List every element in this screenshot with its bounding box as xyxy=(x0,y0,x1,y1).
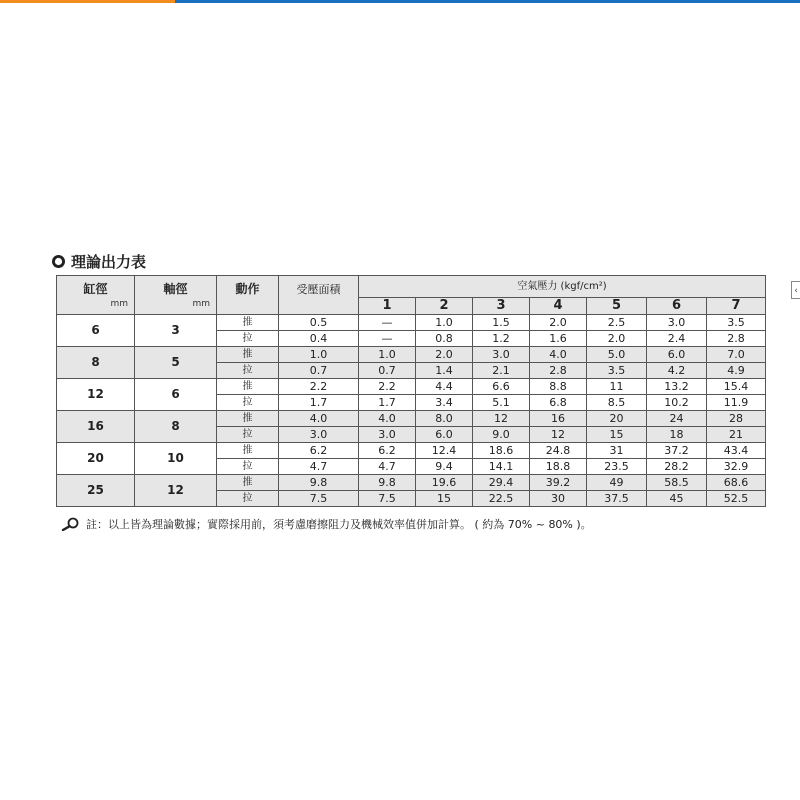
force-cell: 23.5 xyxy=(587,459,647,475)
force-cell: 8.5 xyxy=(587,395,647,411)
force-cell: 3.5 xyxy=(587,363,647,379)
area-cell: 0.4 xyxy=(279,331,359,347)
area-cell: 6.2 xyxy=(279,443,359,459)
pressure-col-2: 2 xyxy=(416,297,473,314)
rod-cell: 5 xyxy=(135,347,217,379)
force-cell: 6.8 xyxy=(530,395,587,411)
table-row xyxy=(57,347,766,363)
force-cell: 3.0 xyxy=(647,315,707,331)
force-cell: 37.5 xyxy=(587,491,647,507)
force-cell: 22.5 xyxy=(473,491,530,507)
force-cell: 2.8 xyxy=(707,331,766,347)
pull-action-cell: 拉 xyxy=(217,331,279,347)
force-cell: 2.2 xyxy=(359,379,416,395)
push-action-cell: 推 xyxy=(217,443,279,459)
area-cell: 7.5 xyxy=(279,491,359,507)
bore-cell: 6 xyxy=(57,315,135,347)
force-cell: 5.0 xyxy=(587,347,647,363)
force-cell: 32.9 xyxy=(707,459,766,475)
force-cell: 13.2 xyxy=(647,379,707,395)
area-cell: 0.5 xyxy=(279,315,359,331)
side-collapse-tab[interactable]: ‹ xyxy=(791,281,800,299)
rod-cell: 10 xyxy=(135,443,217,475)
force-cell: — xyxy=(359,315,416,331)
push-action-cell: 推 xyxy=(217,475,279,491)
footnote xyxy=(60,515,592,533)
area-cell: 9.8 xyxy=(279,475,359,491)
force-cell: 29.4 xyxy=(473,475,530,491)
pull-action-cell: 拉 xyxy=(217,363,279,379)
rod-cell: 8 xyxy=(135,411,217,443)
force-cell: 31 xyxy=(587,443,647,459)
bore-cell: 12 xyxy=(57,379,135,411)
force-cell: 3.5 xyxy=(707,315,766,331)
force-cell: 9.0 xyxy=(473,427,530,443)
force-cell: 14.1 xyxy=(473,459,530,475)
force-cell: 1.0 xyxy=(416,315,473,331)
area-header xyxy=(279,276,359,315)
force-cell: 52.5 xyxy=(707,491,766,507)
force-cell: 15.4 xyxy=(707,379,766,395)
table-row xyxy=(57,379,766,395)
area-cell: 4.0 xyxy=(279,411,359,427)
force-cell: 8.0 xyxy=(416,411,473,427)
pull-action-cell: 拉 xyxy=(217,491,279,507)
pull-action-cell: 拉 xyxy=(217,427,279,443)
force-cell: 12.4 xyxy=(416,443,473,459)
force-cell: 6.6 xyxy=(473,379,530,395)
push-action-cell: 推 xyxy=(217,347,279,363)
force-cell: 24 xyxy=(647,411,707,427)
bore-cell: 16 xyxy=(57,411,135,443)
force-cell: 45 xyxy=(647,491,707,507)
pressure-col-4: 4 xyxy=(530,297,587,314)
force-cell: 30 xyxy=(530,491,587,507)
bore-cell: 8 xyxy=(57,347,135,379)
section-title xyxy=(52,252,146,270)
force-cell: 0.7 xyxy=(359,363,416,379)
force-cell: 4.0 xyxy=(359,411,416,427)
table-row xyxy=(57,411,766,427)
force-cell: 3.4 xyxy=(416,395,473,411)
table-row xyxy=(57,443,766,459)
force-cell: 0.8 xyxy=(416,331,473,347)
force-cell: 7.5 xyxy=(359,491,416,507)
push-action-cell: 推 xyxy=(217,411,279,427)
footnote-text: 註：以上皆為理論數據；實際採用前，須考慮磨擦阻力及機械效率值併加計算。 ( 約為 70% ~ 80% )。 xyxy=(86,518,592,531)
force-cell: 28 xyxy=(707,411,766,427)
force-cell: 1.5 xyxy=(473,315,530,331)
force-cell: 1.2 xyxy=(473,331,530,347)
force-cell: 2.1 xyxy=(473,363,530,379)
force-cell: 6.0 xyxy=(416,427,473,443)
pressure-col-7: 7 xyxy=(707,297,766,314)
area-cell: 1.7 xyxy=(279,395,359,411)
rod-header xyxy=(135,276,217,315)
force-cell: — xyxy=(359,331,416,347)
table-row xyxy=(57,475,766,491)
theoretical-output-table xyxy=(56,275,766,507)
top-accent-orange xyxy=(0,0,175,3)
bore-header xyxy=(57,276,135,315)
force-cell: 1.7 xyxy=(359,395,416,411)
force-cell: 9.4 xyxy=(416,459,473,475)
force-cell: 39.2 xyxy=(530,475,587,491)
area-cell: 2.2 xyxy=(279,379,359,395)
force-cell: 12 xyxy=(530,427,587,443)
force-cell: 43.4 xyxy=(707,443,766,459)
force-cell: 4.2 xyxy=(647,363,707,379)
area-cell: 4.7 xyxy=(279,459,359,475)
force-cell: 24.8 xyxy=(530,443,587,459)
force-cell: 2.0 xyxy=(587,331,647,347)
pressure-col-3: 3 xyxy=(473,297,530,314)
top-accent-bar xyxy=(0,0,800,3)
bore-cell: 25 xyxy=(57,475,135,507)
force-cell: 18 xyxy=(647,427,707,443)
force-cell: 9.8 xyxy=(359,475,416,491)
force-cell: 4.4 xyxy=(416,379,473,395)
table-body xyxy=(57,315,766,507)
force-cell: 21 xyxy=(707,427,766,443)
force-cell: 4.7 xyxy=(359,459,416,475)
force-cell: 15 xyxy=(416,491,473,507)
section-title-text: 理論出力表 xyxy=(71,252,147,271)
force-cell: 68.6 xyxy=(707,475,766,491)
force-cell: 16 xyxy=(530,411,587,427)
pull-action-cell: 拉 xyxy=(217,395,279,411)
force-cell: 12 xyxy=(473,411,530,427)
rod-header-label: 軸徑 xyxy=(163,282,188,296)
action-header-label: 動作 xyxy=(235,282,260,296)
pressure-col-6: 6 xyxy=(647,297,707,314)
pressure-col-5: 5 xyxy=(587,297,647,314)
rod-cell: 12 xyxy=(135,475,217,507)
force-cell: 10.2 xyxy=(647,395,707,411)
rod-cell: 6 xyxy=(135,379,217,411)
area-cell: 3.0 xyxy=(279,427,359,443)
area-header-label: 受壓面積 xyxy=(296,283,341,296)
rod-cell: 3 xyxy=(135,315,217,347)
force-cell: 49 xyxy=(587,475,647,491)
pressure-col-1: 1 xyxy=(359,297,416,314)
push-action-cell: 推 xyxy=(217,315,279,331)
bore-unit: mm xyxy=(110,299,128,309)
force-cell: 2.8 xyxy=(530,363,587,379)
force-cell: 20 xyxy=(587,411,647,427)
bore-header-label: 缸徑 xyxy=(83,282,108,296)
force-cell: 58.5 xyxy=(647,475,707,491)
action-header xyxy=(217,276,279,315)
force-cell: 4.0 xyxy=(530,347,587,363)
force-cell: 1.0 xyxy=(359,347,416,363)
force-cell: 2.0 xyxy=(530,315,587,331)
force-cell: 3.0 xyxy=(359,427,416,443)
force-cell: 11.9 xyxy=(707,395,766,411)
force-cell: 4.9 xyxy=(707,363,766,379)
force-cell: 15 xyxy=(587,427,647,443)
force-cell: 18.8 xyxy=(530,459,587,475)
area-cell: 0.7 xyxy=(279,363,359,379)
force-cell: 8.8 xyxy=(530,379,587,395)
force-cell: 19.6 xyxy=(416,475,473,491)
force-cell: 7.0 xyxy=(707,347,766,363)
magnifier-icon xyxy=(60,517,82,531)
table-row xyxy=(57,315,766,331)
force-cell: 6.2 xyxy=(359,443,416,459)
force-cell: 1.4 xyxy=(416,363,473,379)
force-cell: 18.6 xyxy=(473,443,530,459)
area-cell: 1.0 xyxy=(279,347,359,363)
pressure-header: 空氣壓力 (kgf/cm²) xyxy=(359,276,766,298)
force-cell: 6.0 xyxy=(647,347,707,363)
force-cell: 2.5 xyxy=(587,315,647,331)
force-cell: 28.2 xyxy=(647,459,707,475)
force-cell: 2.0 xyxy=(416,347,473,363)
bore-cell: 20 xyxy=(57,443,135,475)
force-cell: 5.1 xyxy=(473,395,530,411)
top-accent-blue xyxy=(175,0,800,3)
force-cell: 1.6 xyxy=(530,331,587,347)
force-cell: 11 xyxy=(587,379,647,395)
push-action-cell: 推 xyxy=(217,379,279,395)
force-cell: 2.4 xyxy=(647,331,707,347)
pull-action-cell: 拉 xyxy=(217,459,279,475)
play-bullet-icon xyxy=(52,255,65,268)
force-cell: 37.2 xyxy=(647,443,707,459)
force-cell: 3.0 xyxy=(473,347,530,363)
rod-unit: mm xyxy=(192,299,210,309)
